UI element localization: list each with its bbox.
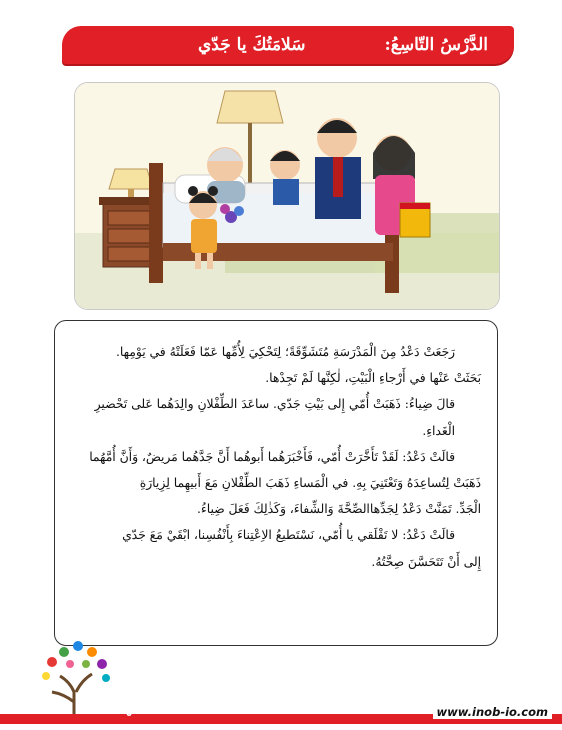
lesson-number-label: الدَّرْسُ التّاسِعُ: — [384, 35, 488, 55]
story-line: قالَتْ دَعْدُ: لَقَدْ تَأَخَّرَتْ أُمّي، فَأَخْبَرَهُما أَبوهُما أَنَّ جَدَّهُما مَريضٌ، وَأَنَّ أُمَّهُما — [89, 449, 455, 464]
story-illustration — [74, 82, 500, 310]
story-line: رَجَعَتْ دَعْدُ مِنَ الْمَدْرَسَةِ مُتَشَوِّقَةً؛ لِتَحْكِيَ لِأُمِّها عَمّا فَعَلَتْهُ في يَوْمِها. — [115, 345, 455, 359]
story-line: بَحَثَتْ عَنْها في أَرْجاءِ الْبَيْتِ، لٰكِنَّها لَمْ تَجِدْها. — [265, 371, 481, 386]
story-line: قالَتْ دَعْدُ: لا تَقْلَقي يا أُمّي، نَسْتَطيعُ الاِعْتِناءَ بِأَنْفُسِنا، ابْقَيْ مَعَ جَدّي — [122, 528, 455, 543]
book-tree-logo-icon — [30, 632, 122, 724]
lesson-title: سَلامَتُكَ يا جَدّي — [198, 35, 306, 55]
story-text-box — [54, 320, 498, 646]
story-line: ذَهَبَتْ لِتُساعِدَهُ وَتَعْتَنِيَ بِهِ. في الْمَساءِ ذَهَبَ الطِّفْلانِ مَعَ أَبيهِما لِزِيارَةِ — [139, 476, 481, 491]
story-line: الْجَدِّ. تَمَنَّتْ دَعْدُ لِجَدِّهاالصِّحَّةَ وَالشِّفاءَ، وَكَذٰلِكَ فَعَلَ ضِياءُ. — [197, 502, 481, 517]
lesson-title-banner — [62, 26, 514, 64]
family-bedroom-illustration — [75, 83, 499, 309]
story-line: قالَ ضِياءُ: ذَهَبَتْ أُمّي إِلى بَيْتِ جَدّي. ساعَدَ الطِّفْلانِ والِدَهُما عَلى تَحْضيرِ الْغَداءِ. — [94, 397, 455, 438]
website-link[interactable]: www.inob-io.com — [433, 705, 552, 719]
page-number: ٥ — [125, 708, 133, 719]
story-line: إِلى أَنْ تَتَحَسَّنَ صِحَّتُهُ. — [371, 554, 481, 569]
